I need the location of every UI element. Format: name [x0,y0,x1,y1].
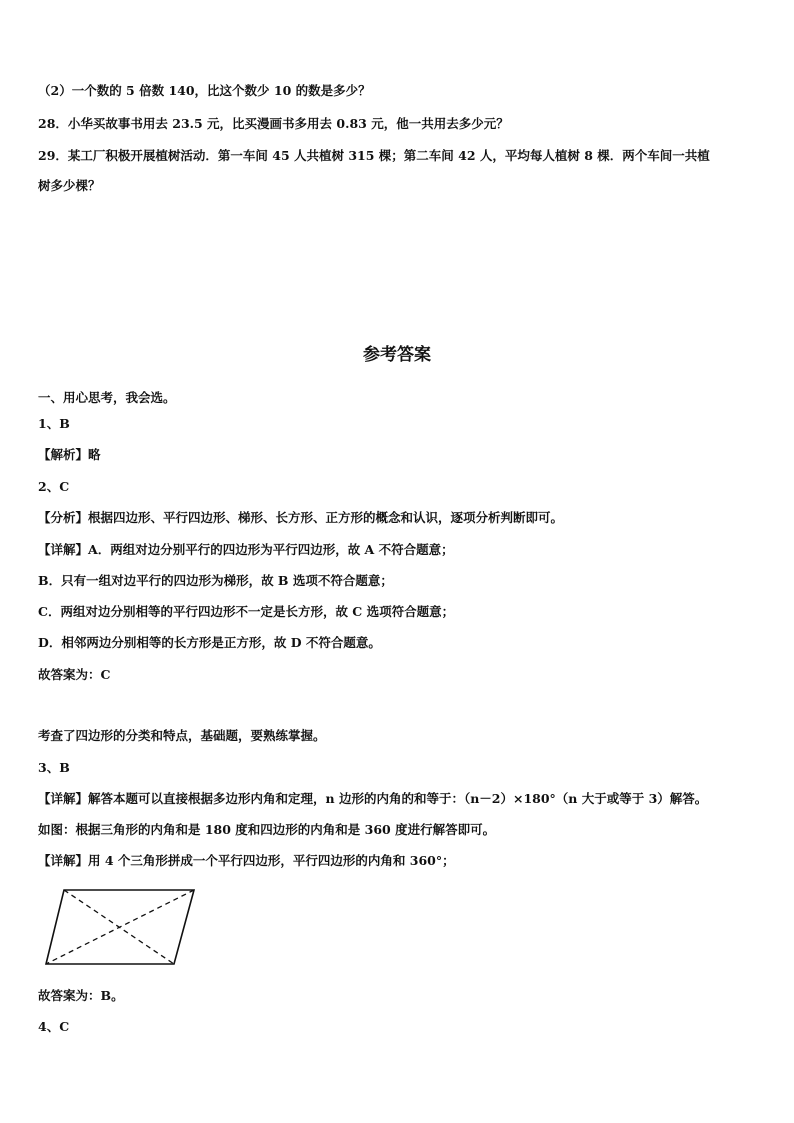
answer-3-final: 故答案为：B。 [38,988,124,1003]
question-27-part-2: （2）一个数的 5 倍数 140，比这个数少 10 的数是多少？ [38,83,371,98]
parallelogram-diagonal-2 [46,890,194,964]
answer-3-detail-1: 【详解】解答本题可以直接根据多边形内角和定理，n 边形的内角的和等于：（n－2）×180°（n 大于或等于 3）解答。 [38,791,708,806]
answer-1-analysis: 【解析】略 [38,447,101,462]
question-28: 28．小华买故事书用去 23.5 元，比买漫画书多用去 0.83 元，他一共用去多少元？ [38,116,509,131]
answer-2-detail-b: B．只有一组对边平行的四边形为梯形，故 B 选项不符合题意； [38,573,393,588]
question-29-line-1: 29．某工厂积极开展植树活动．第一车间 45 人共植树 315 棵；第二车间 42 人，平均每人植树 8 棵．两个车间一共植 [38,148,710,163]
answer-2-detail-c: C．两组对边分别相等的平行四边形不一定是长方形，故 C 选项符合题意； [38,604,455,619]
answer-3-detail-2: 如图：根据三角形的内角和是 180 度和四边形的内角和是 360 度进行解答即可。 [38,822,496,837]
parallelogram-figure [42,886,202,974]
answer-2-detail-a: 【详解】A．两组对边分别平行的四边形为平行四边形，故 A 不符合题意； [38,542,454,557]
answer-2-number: 2、C [38,479,70,494]
answer-4-number: 4、C [38,1019,70,1034]
answer-2-analysis: 【分析】根据四边形、平行四边形、梯形、长方形、正方形的概念和认识，逐项分析判断即可。 [38,510,564,525]
answer-3-number: 3、B [38,760,70,775]
answer-2-detail-d: D．相邻两边分别相等的长方形是正方形，故 D 不符合题意。 [38,635,381,650]
answer-2-comment: 考查了四边形的分类和特点，基础题，要熟练掌握。 [38,728,326,743]
answer-1-number: 1、B [38,416,70,431]
answers-title: 参考答案 [363,345,431,365]
section-1-heading: 一、用心思考，我会选。 [38,390,176,405]
question-29-line-2: 树多少棵？ [38,178,101,193]
answer-2-final: 故答案为：C [38,667,111,682]
answer-3-detail-3: 【详解】用 4 个三角形拼成一个平行四边形，平行四边形的内角和 360°； [38,853,455,868]
